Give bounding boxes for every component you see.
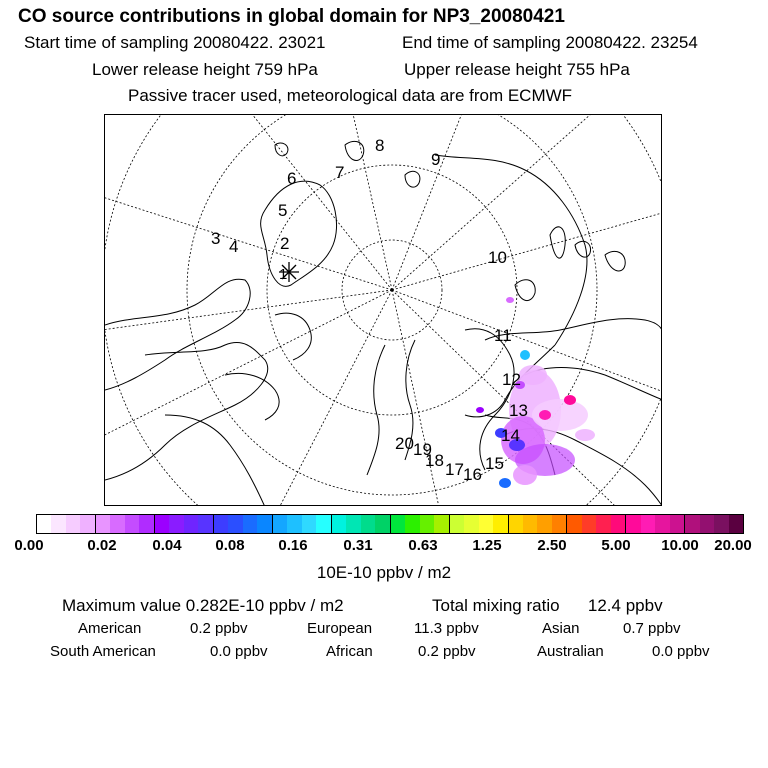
colorbar-cell (405, 515, 419, 533)
colorbar-cell (596, 515, 610, 533)
region-value-european: 11.3 ppbv (414, 620, 479, 637)
colorbar (36, 514, 744, 534)
track-point-2: 2 (280, 234, 290, 253)
colorbar-cell (523, 515, 537, 533)
start-time-label: Start time of sampling 20080422. 23021 (24, 33, 326, 52)
colorbar-cell (110, 515, 124, 533)
region-value-australian: 0.0 ppbv (652, 643, 710, 660)
region-name-european: European (307, 620, 373, 637)
region-value-asian: 0.7 ppbv (623, 620, 681, 637)
colorbar-cell (80, 515, 94, 533)
colorbar-cell (287, 515, 301, 533)
colorbar-cell (729, 515, 743, 533)
colorbar-cell (566, 515, 581, 533)
colorbar-cell (655, 515, 669, 533)
colorbar-cell (125, 515, 139, 533)
tick-label: 0.31 (343, 537, 373, 554)
colorbar-cell (37, 515, 51, 533)
tick-label: 2.50 (537, 537, 567, 554)
track-point-17: 17 (445, 460, 464, 479)
region-value-american: 0.2 ppbv (190, 620, 248, 637)
region-name-south-american: South American (50, 643, 156, 660)
tick-label: 0.00 (14, 537, 44, 554)
colorbar-cell (302, 515, 316, 533)
colorbar-cell (361, 515, 375, 533)
track-point-14: 14 (501, 426, 520, 445)
track-point-13: 13 (509, 401, 528, 420)
colorbar-cell (464, 515, 478, 533)
tick-label: 20.00 (714, 537, 752, 554)
tick-label: 0.16 (278, 537, 308, 554)
colorbar-cell (420, 515, 434, 533)
track-point-1: 1 (279, 266, 288, 283)
colorbar-cell (169, 515, 183, 533)
colorbar-cell (346, 515, 360, 533)
end-time-label: End time of sampling 20080422. 23254 (402, 33, 698, 52)
tracer-note: Passive tracer used, meteorological data are from ECMWF (128, 86, 573, 105)
colorbar-cell (493, 515, 507, 533)
track-point-15: 15 (485, 454, 504, 473)
track-point-20: 20 (395, 434, 414, 453)
tick-label: 0.63 (408, 537, 438, 554)
colorbar-cell (228, 515, 242, 533)
region-value-south-american: 0.0 ppbv (210, 643, 268, 660)
track-point-3: 3 (211, 229, 221, 248)
tick-label: 1.25 (472, 537, 502, 554)
latitude-circles (105, 115, 662, 506)
colorbar-cell (213, 515, 228, 533)
region-name-american: American (78, 620, 142, 637)
colorbar-cell (184, 515, 198, 533)
colorbar-cell (670, 515, 684, 533)
colorbar-units: 10E-10 ppbv / m2 (316, 563, 452, 582)
tick-label: 5.00 (601, 537, 631, 554)
track-point-4: 4 (229, 237, 239, 256)
colorbar-cell (714, 515, 728, 533)
colorbar-cell (375, 515, 389, 533)
track-point-19: 19 (413, 440, 432, 459)
colorbar-cell (611, 515, 625, 533)
plot-title: CO source contributions in global domain for NP3_20080421 (18, 6, 565, 27)
meridians (105, 115, 662, 506)
colorbar-cell (390, 515, 405, 533)
colorbar-cell (434, 515, 448, 533)
polar-map (104, 114, 662, 506)
colorbar-cell (139, 515, 153, 533)
colorbar-cell (95, 515, 110, 533)
region-name-asian: Asian (542, 620, 580, 637)
colorbar-cell (316, 515, 330, 533)
colorbar-cell (582, 515, 596, 533)
region-value-african: 0.2 ppbv (418, 643, 476, 660)
max-value-label: Maximum value 0.282E-10 ppbv / m2 (62, 596, 344, 615)
colorbar-cell (684, 515, 699, 533)
tick-label: 0.02 (87, 537, 117, 554)
track-point-6: 6 (287, 169, 297, 188)
colorbar-cell (243, 515, 257, 533)
track-point-16: 16 (463, 465, 482, 484)
colorbar-cell (272, 515, 287, 533)
region-name-australian: Australian (537, 643, 604, 660)
colorbar-cell (257, 515, 271, 533)
colorbar-cell (625, 515, 640, 533)
upper-height-label: Upper release height 755 hPa (404, 60, 630, 79)
colorbar-cell (537, 515, 551, 533)
track-point-12: 12 (502, 370, 521, 389)
colorbar-cell (66, 515, 80, 533)
tick-label: 10.00 (661, 537, 699, 554)
tick-label: 0.04 (152, 537, 182, 554)
track-point-7: 7 (335, 163, 345, 182)
colorbar-cell (508, 515, 523, 533)
coastlines (105, 141, 662, 506)
colorbar-cell (331, 515, 346, 533)
track-point-9: 9 (431, 150, 441, 169)
track-point-8: 8 (375, 136, 385, 155)
tick-label: 0.08 (215, 537, 245, 554)
colorbar-cell (700, 515, 714, 533)
region-name-african: African (326, 643, 373, 660)
colorbar-cell (552, 515, 566, 533)
lower-height-label: Lower release height 759 hPa (92, 60, 318, 79)
colorbar-cell (449, 515, 464, 533)
colorbar-cell (51, 515, 65, 533)
colorbar-cell (641, 515, 655, 533)
total-mixing-label: Total mixing ratio 12.4 ppbv (432, 596, 663, 615)
track-point-18: 18 (425, 451, 444, 470)
track-point-5: 5 (278, 201, 288, 220)
colorbar-cell (154, 515, 169, 533)
colorbar-cell (198, 515, 212, 533)
track-point-11: 11 (494, 326, 512, 345)
track-point-10: 10 (488, 248, 507, 267)
colorbar-cell (479, 515, 493, 533)
map-canvas (105, 115, 662, 506)
